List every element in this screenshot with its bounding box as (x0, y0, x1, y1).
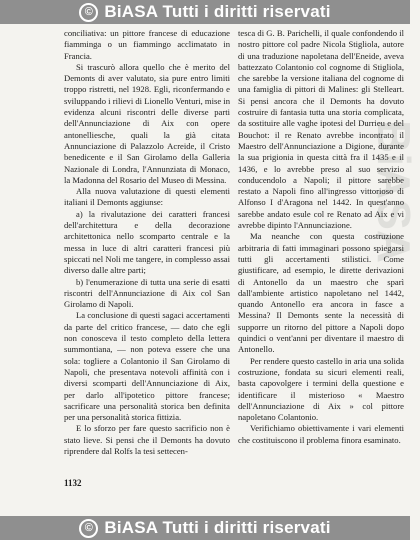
paragraph: conciliativa: un pittore francese di educazione fiamminga o un fiammingo acclimatato in Francia. (64, 28, 230, 61)
copyright-icon: © (79, 519, 98, 538)
left-text-column (64, 28, 230, 457)
watermark-banner-top (0, 0, 410, 24)
paragraph: Alla nuova valutazione di questi elementi italiani il Demonts aggiunse: (64, 186, 230, 208)
paragraph: Per rendere questo castello in aria una solida costruzione, fondata su sicuri elementi reali, basta capovolgere i termini della questione e identificare il misterioso « Maestro dell'Annunciazione di Aix » col pittore napoletano Colantonio. (238, 355, 404, 423)
copyright-icon: © (79, 3, 98, 22)
page-number: 1132 (64, 478, 82, 488)
watermark-text-top: BiASA Tutti i diritti riservati (104, 2, 331, 21)
paragraph: Verifichiamo obiettivamente i vari elementi che costituiscono il problema finora esaminato. (238, 423, 404, 445)
watermark-text-bottom: BiASA Tutti i diritti riservati (104, 518, 331, 537)
watermark-banner-bottom (0, 516, 410, 540)
paragraph: E lo sforzo per fare questo sacrificio non è stato lieve. Si pensi che il Demonts ha dovuto riprendere dal Rolfs la tesi settecen- (64, 423, 230, 456)
paragraph: Si trascurò allora quello che è merito del Demonts di aver valutato, sia pure entro limiti troppo ristretti, nel 1928. Egli, riconfermando e sviluppando i rilievi di Lionello Venturi, mise in evidenza alcuni riscontri delle diverse parti dell'Annunciazione di Aix con opere antonelliesche, quali la già citata Annunciazione di Palazzolo Acreide, il Cristo benedicente e il San Girolamo della Galleria Nazionale di Londra, l'Annunziata di Monaco, la Madonna del Rosario del Museo di Messina. (64, 61, 230, 185)
paragraph: b) l'enumerazione di tutta una serie di esatti riscontri dell'Annunciazione di Aix col San Girolamo di Napoli. (64, 276, 230, 310)
watermark-side: BiASA (368, 120, 420, 264)
paragraph: a) la rivalutazione dei caratteri francesi dell'architettura e della decorazione architettonica nello scomparto centrale e la messa in luce di altri caratteri francesi più spiccati nel Noli me tangere, in complesso assai diverso dalle altre parti; (64, 208, 230, 276)
paragraph: tesca di G. B. Parichelli, il quale confondendo il nostro pittore col padre Nicola Stigliola, autore di una traduzione napoletana dell'Eneide, aveva battezzato Colantonio col cognome di Stigliola, che sarebbe la versione italiana del cognome di una famiglia di pittori di Malines: gli Stelleart. Si pensi ancora che il Demonts ha dovuto costruire di fantasia tutta una storia complicata, da sostituire alle vaghe ipotesi del Durrieu e del Bouchot: il re Renato avrebbe incontrato il Maestro dell'Annunciazione a Digione, durante la sua prigionia in questa città fra il 1435 e il 1436, e lo avrebbe preso al suo servizio conducendolo a Napoli; il pittore sarebbe restato a Napoli fino all'ingresso vittorioso di Alfonso I d'Aragona nel 1442. In quest'anno sarebbe andato esule col re Renato ad Aix e vi avrebbe dipinto l'Annunciazione. (238, 28, 404, 231)
paragraph: Ma neanche con questa costruzione arbitraria di fatti immaginari possono spiegarsi tutti gli accertamenti stilistici. Come giustificare, ad esempio, le dirette derivazioni di Antonello da un maestro che sparì dall'ambiente artistico napoletano nel 1442, quando Antonello era ancora in fasce a Messina? Il Demonts sente la necessità di supporre un ritorno del pittore a Napoli dopo quindici o vent'anni per diventare il maestro di Antonello. (238, 231, 404, 355)
paragraph: La conclusione di questi sagaci accertamenti da parte del critico francese, — dato che egli non conosceva il testo completo della lettera summontiana, — non poteva essere che una sola: togliere a Colantonio il San Girolamo di Napoli, che presentava notevoli affinità con i diversi scomparti dell'Annunciazione di Aix, per darlo all'ipotetico pittore francese; sacrificare una personalità storica ben definita per una personalità storica fittizia. (64, 310, 230, 423)
right-text-column (238, 28, 404, 446)
